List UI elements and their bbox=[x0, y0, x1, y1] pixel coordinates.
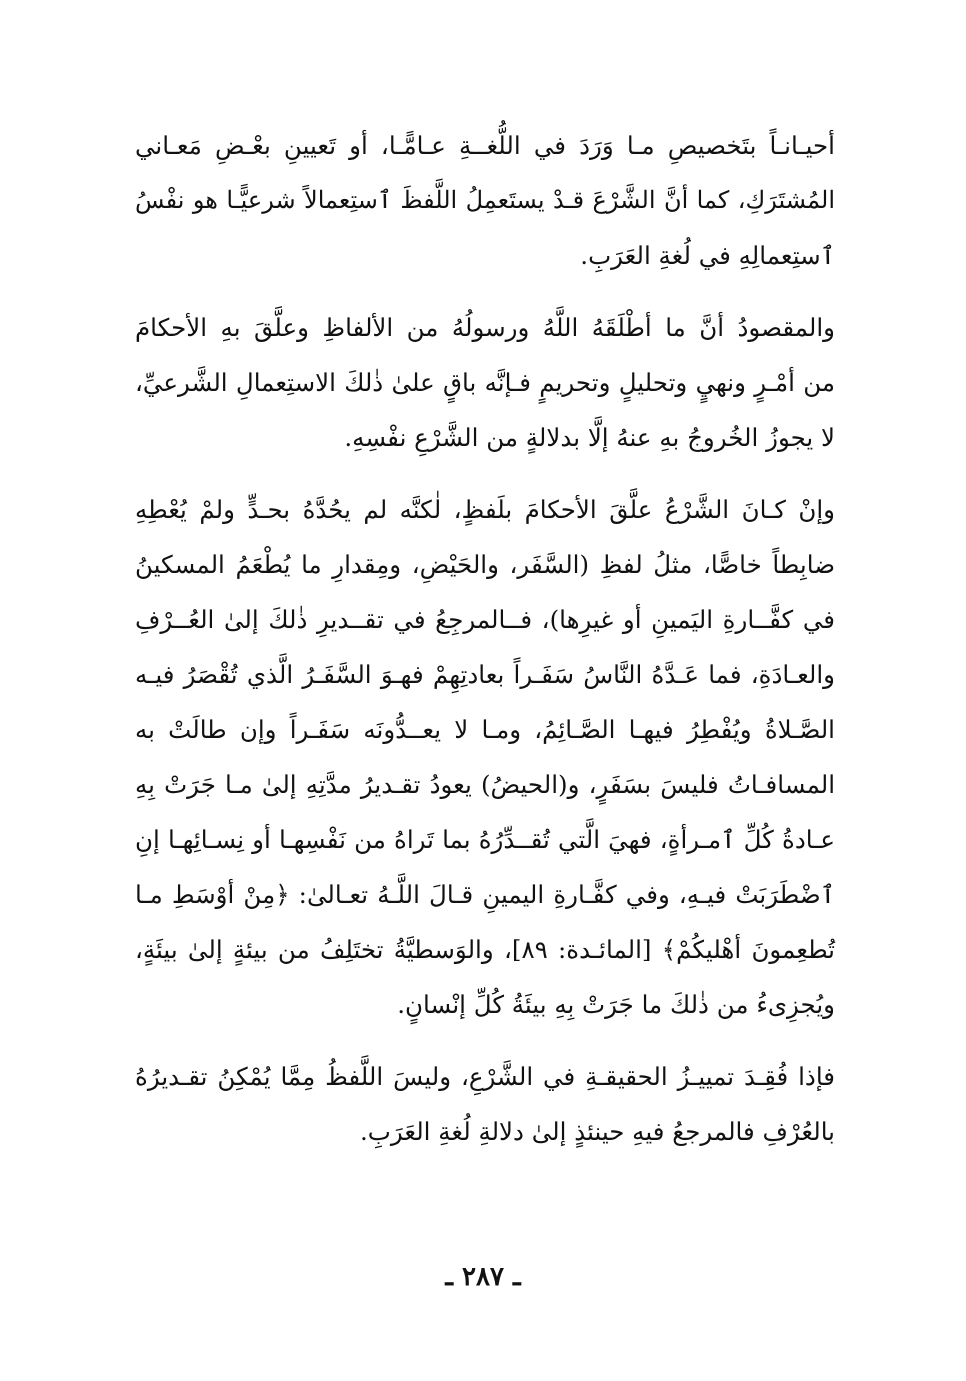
text-line: المُشتَرَكِ، كما أنَّ الشَّرْعَ قـدْ يستَعمِلُ اللَّفظَ ٱستِعمالاً شرعيًّـا هو نفْسُ bbox=[135, 186, 835, 214]
text-line: تُطعِمونَ أهْليكُمْ﴾ [المائـدة: ٨٩]، والوَسطيَّةُ تختَلِفُ من بيئةٍ إلىٰ بيئَةٍ، bbox=[135, 935, 835, 964]
text-line: ٱستِعمالِهِ في لُغةِ العَرَبِ. bbox=[580, 241, 835, 270]
paragraph-1 bbox=[135, 118, 835, 283]
paragraph-3 bbox=[135, 482, 835, 1032]
paragraph-2 bbox=[135, 300, 835, 465]
text-line: فإذا فُقِـدَ تمييـزُ الحقيقـةِ في الشَّرْعِ، وليسَ اللَّفظُ مِمَّا يُمْكِنُ تقـديرُهُ bbox=[135, 1062, 835, 1091]
text-line: بالعُرْفِ فالمرجعُ فيهِ حينئذٍ إلىٰ دلالةِ لُغةِ العَرَبِ. bbox=[360, 1117, 835, 1146]
text-line: من أمْـرٍ ونهيٍ وتحليلٍ وتحريمٍ فـإنَّه باقٍ علىٰ ذٰلكَ الاستِعمالِ الشَّرعيِّ، bbox=[135, 368, 835, 397]
page-body bbox=[135, 118, 835, 1176]
text-line: والمقصودُ أنَّ ما أطْلَقَهُ اللَّهُ ورسولُهُ من الألفاظِ وعلَّقَ بهِ الأحكامَ bbox=[135, 313, 835, 342]
text-line: والعـادَةِ، فما عَـدَّهُ النَّاسُ سَفَـراً بعادتِهِمْ فهـوَ السَّفَـرُ الَّذي تُقْصَرُ فيـه bbox=[135, 660, 835, 689]
text-line: ضابِطاً خاصًّا، مثلُ لفظِ (السَّفَر، والحَيْضِ، ومِقدارِ ما يُطْعَمُ المسكينُ bbox=[135, 550, 835, 579]
text-line: وإنْ كـانَ الشَّرْعُ علَّقَ الأحكامَ بلَفظٍ، لٰكنَّه لم يحُدَّهُ بحـدٍّ ولمْ يُعْطِهِ bbox=[135, 495, 835, 524]
text-line: ٱضْطَرَبَتْ فيـهِ، وفي كفَّـارةِ اليمينِ قـالَ اللَّـهُ تعـالىٰ: ﴿مِنْ أوْسَطِ مـا bbox=[135, 880, 835, 909]
text-line: ويُجزِىءُ من ذٰلكَ ما جَرَتْ بِهِ بيئَةُ كُلِّ إنْسانٍ. bbox=[397, 990, 835, 1019]
page-number: ـ ٢٨٧ ـ bbox=[445, 1262, 521, 1292]
text-line: في كفَّــارةِ اليَمينِ أو غيرِها)، فــالمرجِعُ في تقــديرِ ذٰلكَ إلىٰ العُــرْفِ bbox=[135, 605, 835, 634]
paragraph-4 bbox=[135, 1049, 835, 1159]
text-line: عـادةُ كُلِّ ٱمـرأةٍ، فهيَ الَّتي تُقــدِّرُهُ بما تَراهُ من نَفْسِهـا أو نِسـائِهـا إنِ bbox=[135, 825, 835, 854]
text-line: لا يجوزُ الخُروجُ بهِ عنهُ إلَّا بدلالةٍ من الشَّرْعِ نفْسِهِ. bbox=[344, 423, 835, 452]
text-line: الصَّـلاةُ ويُفْطِرُ فيهـا الصَّـائِمُ، ومـا لا يعــدُّونَه سَفَـراً وإن طالَتْ به bbox=[135, 715, 835, 744]
text-line: أحيـانـاً بتَخصيصِ مـا وَرَدَ في اللُّغــةِ عـامًّـا، أو تَعيينِ بعْـضِ مَعـاني bbox=[135, 131, 835, 160]
text-line: المسافـاتُ فليسَ بسَفَرٍ، و(الحيضُ) يعودُ تقـديرُ مدَّتِهِ إلىٰ مـا جَرَتْ بِهِ bbox=[135, 770, 835, 799]
